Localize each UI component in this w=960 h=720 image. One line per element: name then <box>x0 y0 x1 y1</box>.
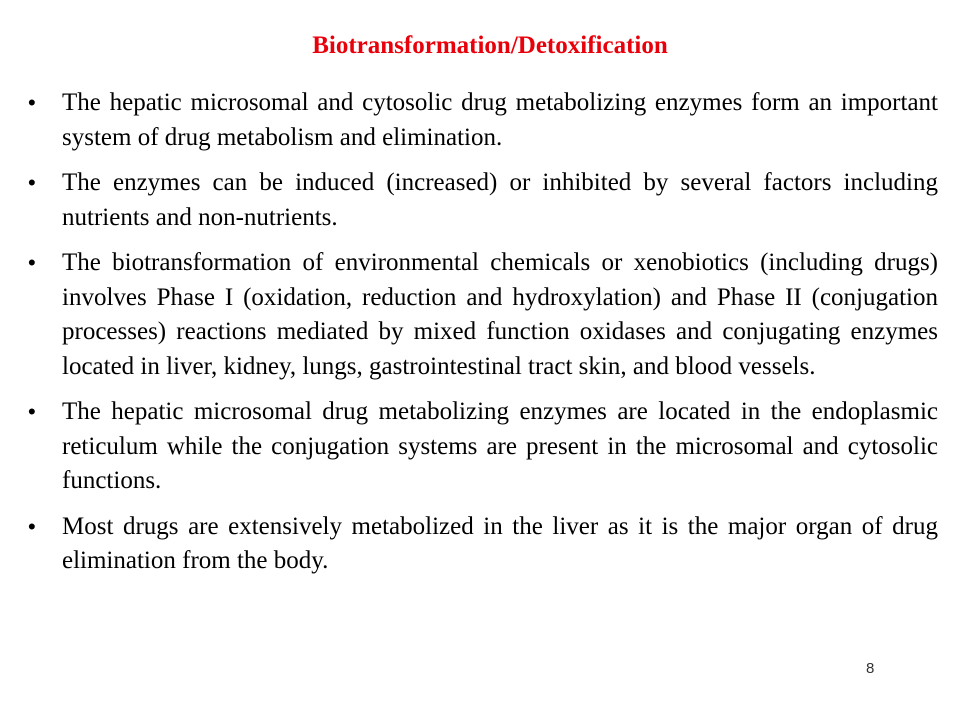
bullet-item-biotransformation-phases <box>28 246 938 384</box>
bullet-list <box>28 86 938 590</box>
bullet-text: Most drugs are extensively metabolized in the liver as it is the major organ of drug elimination from the body. <box>62 512 938 574</box>
bullet-point-icon: • <box>28 250 36 275</box>
bullet-point-icon: • <box>28 399 36 424</box>
slide-title: Biotransformation/Detoxification <box>312 32 668 59</box>
bullet-text: The hepatic microsomal and cytosolic drug metabolizing enzymes form an important system of drug metabolism and elimination. <box>62 89 938 151</box>
bullet-point-icon: • <box>28 170 36 195</box>
bullet-text: The biotransformation of environmental chemicals or xenobiotics (including drugs) involves Phase I (oxidation, reduction and hydroxylation) and Phase II (conjugation processes) reactions mediated by mixed function oxidases and conjugating enzymes located in liver, kidney, lungs, gastrointestinal tract skin, and blood vessels. <box>62 249 938 380</box>
bullet-item-enzyme-location <box>28 395 938 499</box>
bullet-text: The enzymes can be induced (increased) or inhibited by several factors including nutrients and non-nutrients. <box>62 169 938 231</box>
bullet-item-enzyme-system <box>28 86 938 155</box>
bullet-point-icon: • <box>28 90 36 115</box>
page-number: 8 <box>866 660 875 677</box>
bullet-item-enzyme-induction <box>28 166 938 235</box>
bullet-text: The hepatic microsomal drug metabolizing enzymes are located in the endoplasmic reticulum while the conjugation systems are present in the microsomal and cytosolic functions. <box>62 398 938 494</box>
bullet-item-liver-metabolism <box>28 510 938 579</box>
bullet-point-icon: • <box>28 513 36 539</box>
